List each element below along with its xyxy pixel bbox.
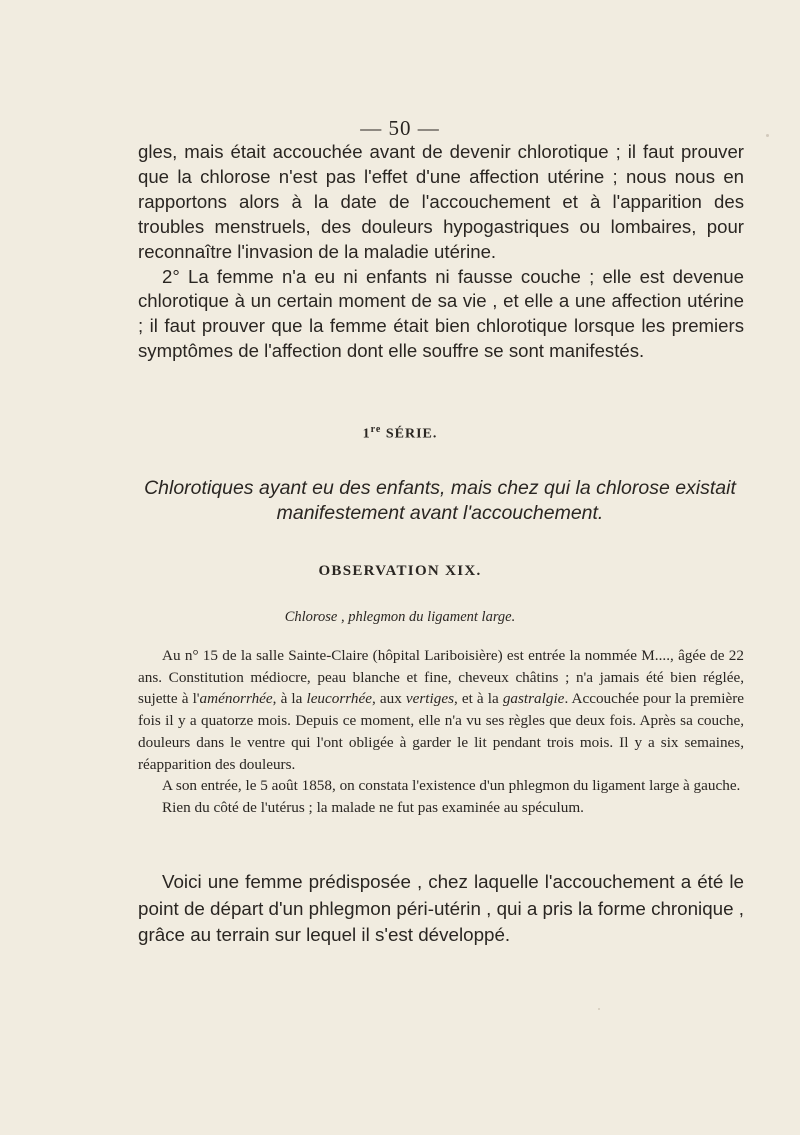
italic-term: leucorrhée (306, 690, 372, 708)
observation-title: OBSERVATION XIX. (318, 563, 482, 579)
series-heading (0, 424, 800, 443)
closing-paragraph: Voici une femme prédisposée , chez laquelle l'accouchement a été le point de départ d'un phlegmon péri-utérin , qui a pris la forme chronique , grâce au terrain sur lequel il s'est développé. (138, 871, 744, 945)
series-superscript: re (370, 424, 382, 435)
paragraph: 2° La femme n'a eu ni enfants ni fausse couche ; elle est devenue chlorotique à un certain moment de sa vie , et elle a une affection utérine ; il faut prouver que la femme était bien chlorotique lorsque les premiers symptômes de l'affection dont elle souffre se sont manifestés. (138, 265, 744, 362)
case-text-segment: , aux (371, 690, 406, 708)
case-paragraph (138, 645, 744, 775)
case-paragraph: A son entrée, le 5 août 1858, on constata l'existence d'un phlegmon du ligament large à gauche. (162, 777, 741, 795)
case-text-segment: , à la (272, 690, 307, 708)
italic-term: aménorrhée (199, 690, 273, 708)
paper-spot (398, 515, 400, 517)
case-paragraph: Rien du côté de l'utérus ; la malade ne fut pas examinée au spéculum. (162, 798, 584, 816)
paper-spot (766, 134, 769, 137)
page-number: — 50 — (360, 116, 440, 140)
section-subtitle: Chlorotiques ayant eu des enfants, mais chez qui la chlorose existait manifestement avant l'accouchement. (144, 477, 736, 524)
italic-term: gastralgie (502, 690, 565, 708)
paragraph: gles, mais était accouchée avant de devenir chlorotique ; il faut prouver que la chlorose n'est pas l'effet d'une affection utérine ; nous nous en rapportons alors à la date de l'accouchement et à l'apparition des troubles menstruels, des douleurs hypogastriques ou lombaires, pour reconnaître l'invasion de la maladie utérine. (138, 141, 744, 262)
case-text-segment: , et à la (453, 690, 503, 708)
closing-text (138, 869, 744, 949)
series-label: SÉRIE. (385, 426, 438, 442)
italic-term: vertiges (405, 690, 454, 708)
case-text-segment: Au n° 15 de la salle Sainte-Claire (hôpital Lariboisière) est entrée la nommée M...., âgée de 22 ans. Constitution médiocre, peau blanche et fine, cheveux châtins ; n'a jamais été bien réglée, sujette à l' (138, 647, 744, 708)
main-text (138, 140, 744, 364)
case-text-segment: . Accouchée pour la première fois il y a quatorze mois. Depuis ce moment, elle n'a vu ses règles que deux fois. Après sa couche, douleurs dans le ventre qui l'ont obligée à garder le lit pendant trois mois. Il y a six semaines, réapparition des douleurs. (138, 690, 744, 773)
paper-spot (598, 1008, 600, 1010)
case-report (138, 645, 744, 819)
series-number: 1 (362, 426, 371, 442)
observation-subtitle: Chlorose , phlegmon du ligament large. (284, 609, 516, 625)
